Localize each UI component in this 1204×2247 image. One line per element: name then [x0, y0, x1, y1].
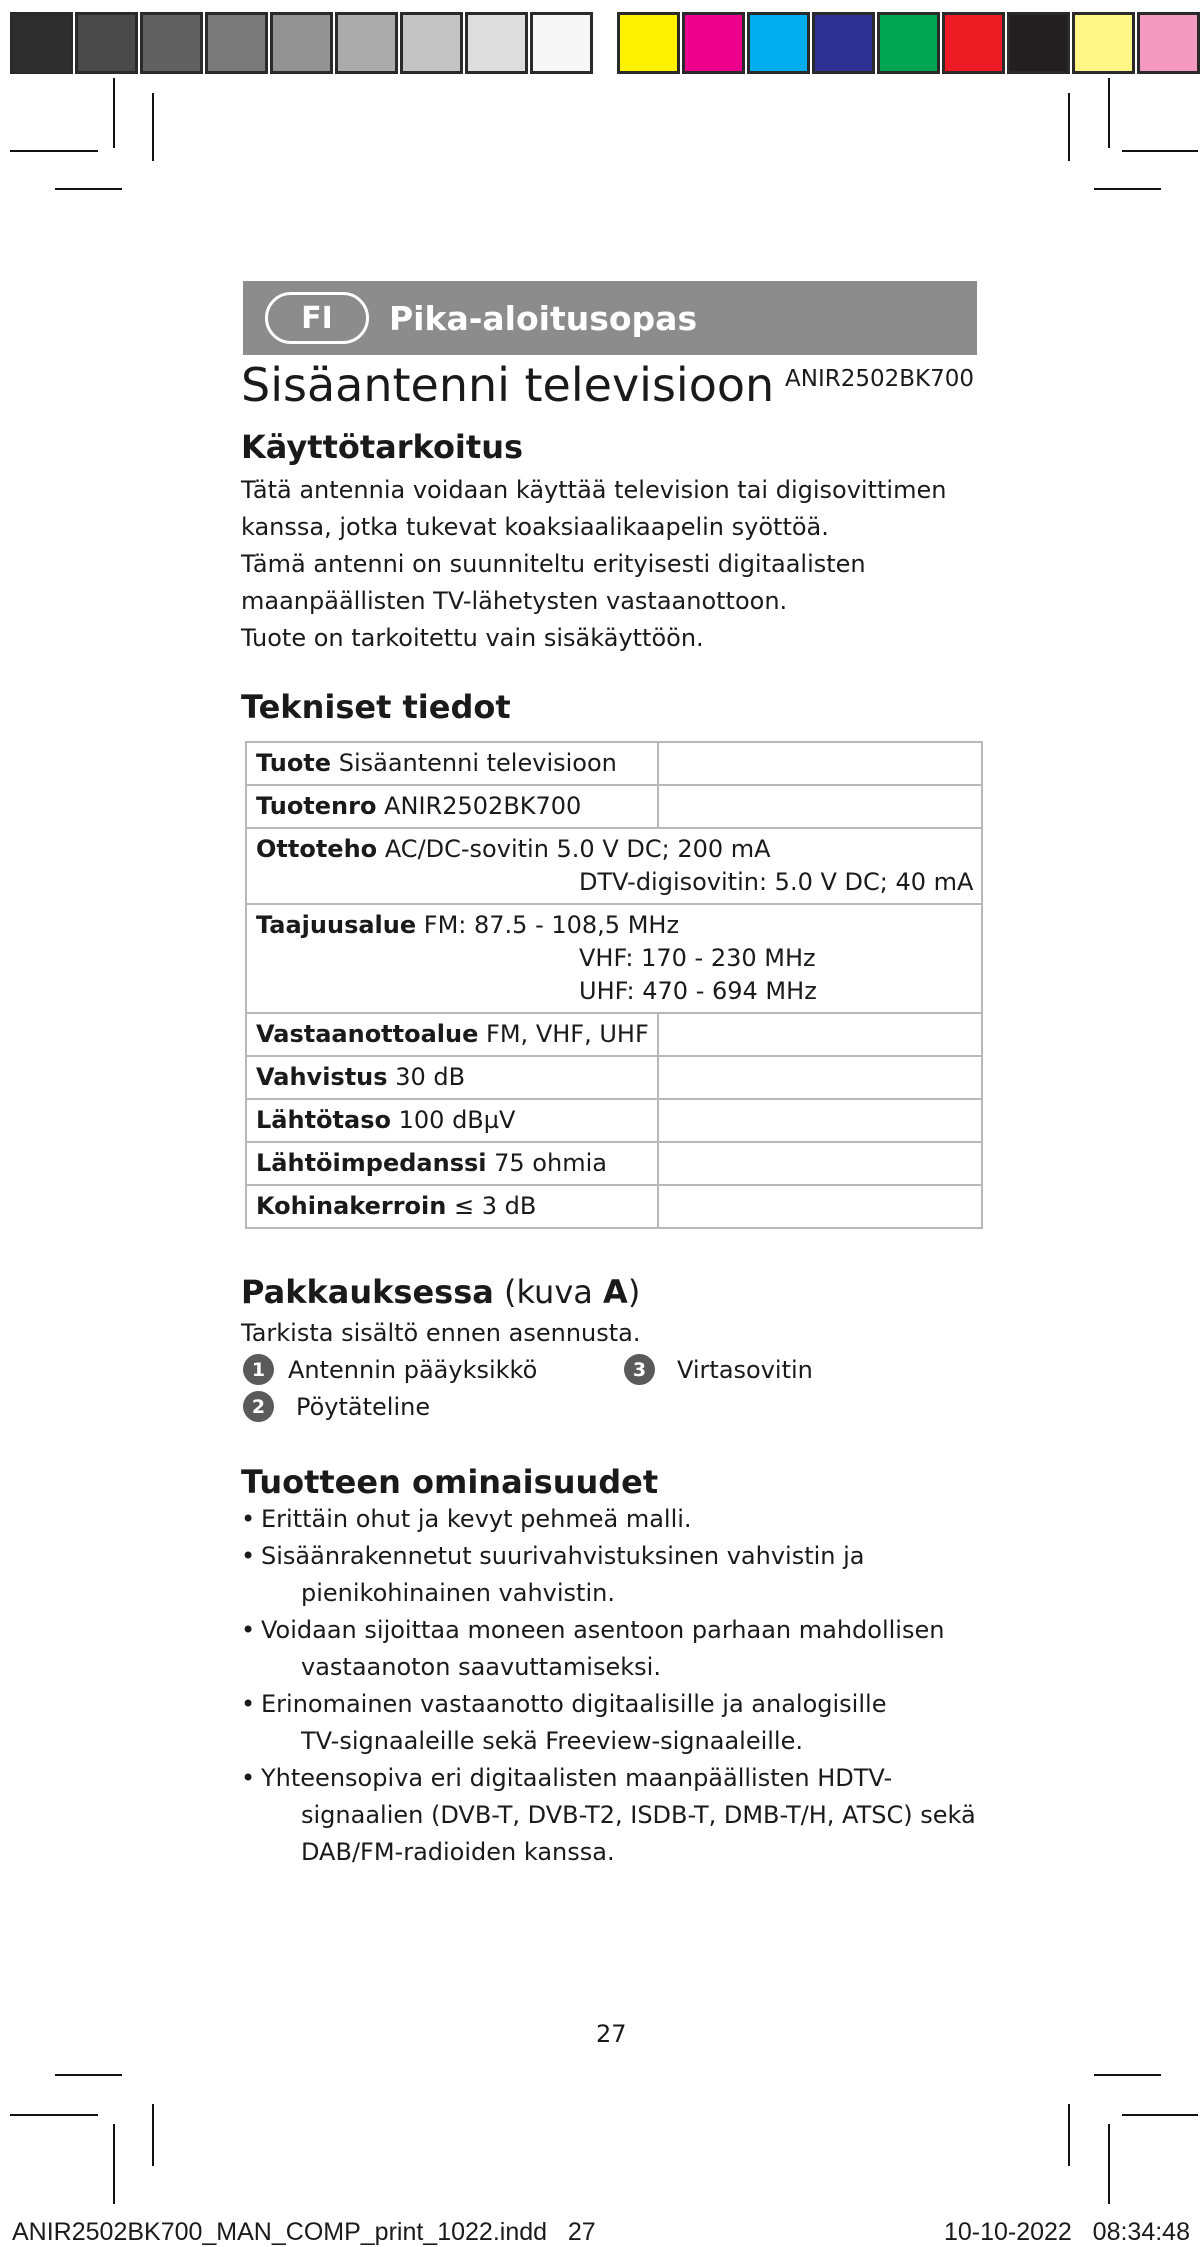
color-swatch [1007, 12, 1070, 74]
spec-value: ANIR2502BK700 [384, 792, 582, 820]
gray-calibration-bar [10, 12, 595, 80]
spec-label: Vastaanottoalue [256, 1020, 479, 1048]
package-fig-suffix: ) [627, 1273, 641, 1311]
table-row [246, 1013, 982, 1056]
package-fig-letter: A [603, 1273, 628, 1311]
spec-value: 75 ohmia [494, 1149, 607, 1177]
color-swatch [617, 12, 680, 74]
package-heading [241, 1273, 640, 1311]
spec-label: Lähtötaso [256, 1106, 391, 1134]
package-item-label: Virtasovitin [677, 1355, 813, 1384]
spec-label: Tuotenro [256, 792, 377, 820]
spec-value-extra: UHF: 470 - 694 MHz [579, 977, 817, 1005]
crop-mark [113, 78, 115, 148]
list-item: • Erittäin ohut ja kevyt pehmeä malli. [241, 1501, 976, 1538]
item-number-badge: 3 [624, 1354, 655, 1385]
crop-mark [1108, 2124, 1110, 2204]
crop-mark [55, 188, 122, 190]
color-swatch [75, 12, 138, 74]
color-swatch [942, 12, 1005, 74]
banner-title: Pika-aloitusopas [389, 298, 698, 338]
specs-heading: Tekniset tiedot [241, 688, 511, 726]
purpose-line: maanpäällisten TV-lähetysten vastaanottoon. [241, 587, 788, 615]
crop-mark [1108, 78, 1110, 148]
spec-value: Sisäantenni televisioon [338, 749, 617, 777]
table-row [246, 1142, 982, 1185]
spec-label: Ottoteho [256, 835, 378, 863]
crop-mark [152, 2104, 154, 2166]
table-row [246, 904, 982, 1013]
purpose-line: Tuote on tarkoitettu vain sisäkäyttöön. [241, 624, 704, 652]
item-number-badge: 2 [243, 1391, 274, 1422]
color-calibration-bar [617, 12, 1202, 80]
language-badge: FI [265, 292, 369, 344]
color-swatch [812, 12, 875, 74]
list-item: • Yhteensopiva eri digitaalisten maanpäällisten HDTV- signaalien (DVB-T, DVB-T2, ISDB-T, DMB-T/H, ATSC) sekä DAB/FM-radioiden kanssa. [241, 1760, 976, 1871]
features-list [241, 1501, 976, 1871]
color-swatch [10, 12, 73, 74]
spec-label: Taajuusalue [256, 911, 417, 939]
spec-value: 30 dB [395, 1063, 466, 1091]
print-slug-file: ANIR2502BK700_MAN_COMP_print_1022.indd 27 [12, 2218, 596, 2246]
color-swatch [270, 12, 333, 74]
package-item [243, 1354, 537, 1385]
item-number-badge: 1 [243, 1354, 274, 1385]
table-row [246, 828, 982, 904]
color-swatch [877, 12, 940, 74]
color-swatch [400, 12, 463, 74]
crop-mark [152, 93, 154, 161]
crop-mark [1122, 150, 1198, 152]
crop-mark [1094, 2074, 1161, 2076]
spec-value: FM: 87.5 - 108,5 MHz [423, 911, 680, 939]
table-row [246, 742, 982, 785]
color-swatch [1137, 12, 1200, 74]
spec-label: Vahvistus [256, 1063, 388, 1091]
model-number: ANIR2502BK700 [785, 366, 974, 392]
purpose-heading: Käyttötarkoitus [241, 428, 524, 466]
features-heading: Tuotteen ominaisuudet [241, 1463, 659, 1501]
color-swatch [335, 12, 398, 74]
spec-label: Kohinakerroin [256, 1192, 447, 1220]
crop-mark [10, 150, 98, 152]
color-swatch [465, 12, 528, 74]
package-item [624, 1354, 813, 1385]
color-swatch [682, 12, 745, 74]
list-item: • Sisäänrakennetut suurivahvistuksinen vahvistin ja pienikohinainen vahvistin. [241, 1538, 976, 1612]
spec-value: AC/DC-sovitin 5.0 V DC; 200 mA [384, 835, 771, 863]
bullet: • [241, 1690, 256, 1718]
bullet: • [241, 1616, 256, 1644]
crop-mark [1068, 2104, 1070, 2166]
package-item-label: Antennin pääyksikkö [288, 1355, 538, 1384]
table-row [246, 1185, 982, 1228]
page-title: Sisäantenni televisioon [241, 358, 775, 412]
section-banner [243, 281, 977, 355]
crop-mark [1068, 93, 1070, 161]
list-item: • Voidaan sijoittaa moneen asentoon parhaan mahdollisen vastaanoton saavuttamiseksi. [241, 1612, 976, 1686]
crop-mark [1094, 188, 1161, 190]
package-subtitle: Tarkista sisältö ennen asennusta. [241, 1319, 641, 1347]
specs-table [245, 741, 983, 1229]
purpose-line: Tätä antennia voidaan käyttää television tai digisovittimen [241, 476, 947, 504]
purpose-line: Tämä antenni on suunniteltu erityisesti digitaalisten [241, 550, 866, 578]
print-slug-date: 10-10-2022 08:34:48 [943, 2218, 1190, 2246]
purpose-line: kanssa, jotka tukevat koaksiaalikaapelin syöttöä. [241, 513, 829, 541]
bullet: • [241, 1542, 256, 1570]
list-item: • Erinomainen vastaanotto digitaalisille ja analogisille TV-signaaleille sekä Freeview-signaaleille. [241, 1686, 976, 1760]
package-item-label: Pöytäteline [296, 1392, 431, 1421]
spec-label: Lähtöimpedanssi [256, 1149, 487, 1177]
purpose-text [241, 472, 946, 657]
color-swatch [140, 12, 203, 74]
crop-mark [113, 2124, 115, 2204]
crop-mark [10, 2114, 98, 2116]
package-heading-text: Pakkauksessa [241, 1273, 494, 1311]
spec-value: FM, VHF, UHF [486, 1020, 649, 1048]
spec-value-extra: DTV-digisovitin: 5.0 V DC; 40 mA [579, 868, 974, 896]
package-fig-prefix: (kuva [504, 1273, 593, 1311]
color-swatch [1072, 12, 1135, 74]
spec-value-extra: VHF: 170 - 230 MHz [579, 944, 816, 972]
spec-label: Tuote [256, 749, 332, 777]
crop-mark [1122, 2114, 1198, 2116]
color-swatch [747, 12, 810, 74]
color-swatch [205, 12, 268, 74]
table-row [246, 1056, 982, 1099]
bullet: • [241, 1505, 256, 1533]
table-row [246, 785, 982, 828]
spec-value: 100 dBµV [398, 1106, 516, 1134]
spec-value: ≤ 3 dB [453, 1192, 537, 1220]
crop-mark [55, 2074, 122, 2076]
bullet: • [241, 1764, 256, 1792]
package-item [243, 1391, 430, 1422]
table-row [246, 1099, 982, 1142]
color-swatch [530, 12, 593, 74]
page-number: 27 [596, 2020, 627, 2048]
